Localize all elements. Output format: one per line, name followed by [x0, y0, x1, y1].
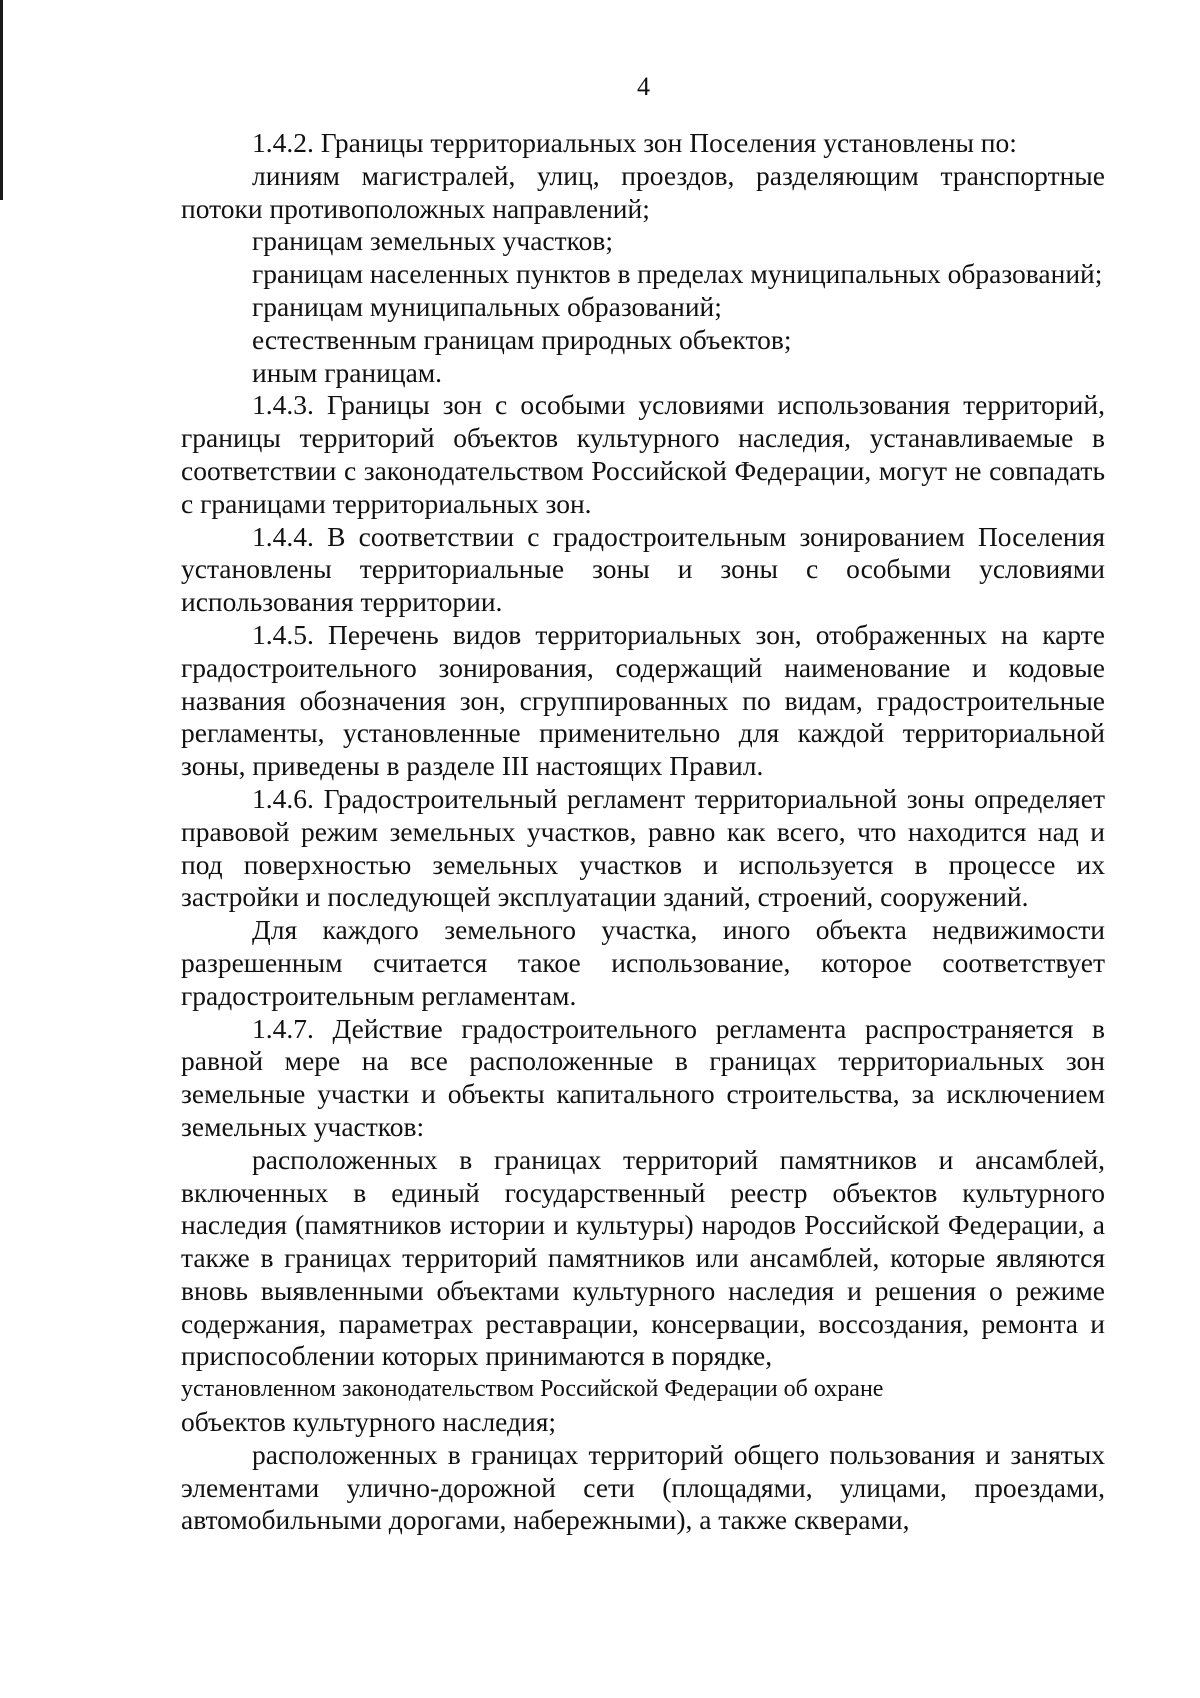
paragraph-1-4-4: 1.4.4. В соответствии с градостроительным зонированием Поселения установлены территориальные зоны и зоны с особыми условиями использования территории. — [181, 520, 1105, 618]
list-item-heritage-sites-cont: установленном законодательством Российской Федерации об охране — [181, 1376, 884, 1403]
list-item-heritage-sites-end: объектов культурного наследия; — [181, 1406, 557, 1438]
list-item-settlements: границам населенных пунктов в пределах муниципальных образований; — [252, 258, 1103, 290]
paragraph-1-4-3: 1.4.3. Границы зон с особыми условиями использования территорий, границы территорий объектов культурного наследия, устанавливаемые в соответствии с законодательством Российской Федерации, могут не совпадать с границами территориальных зон. — [181, 389, 1105, 519]
paragraph-permitted-use: Для каждого земельного участка, иного объекта недвижимости разрешенным считается такое использование, которое соответствует градостроительным регламентам. — [181, 914, 1105, 1011]
list-item-natural-objects: естественным границам природных объектов; — [252, 323, 792, 355]
list-item-municipalities: границам муниципальных образований; — [252, 290, 722, 322]
list-item-highways: линиям магистралей, улиц, проездов, разделяющим транспортные потоки противоположных направлений; — [181, 159, 1105, 224]
page-number: 4 — [637, 72, 650, 101]
list-item-land-plots: границам земельных участков; — [252, 225, 613, 257]
list-item-other: иным границам. — [252, 356, 443, 388]
list-item-public-areas: расположенных в границах территорий общего пользования и занятых элементами улично-дорожной сети (площадями, улицами, проездами, автомобильными дорогами, набережными), а также скверами, — [181, 1438, 1105, 1536]
list-item-heritage-sites: расположенных в границах территорий памятников и ансамблей, включенных в единый государственный реестр объектов культурного наследия (памятников истории и культуры) народов Российской Федерации, а также в границах территорий памятников или ансамблей, которые являются вновь выявленными объектами культурного наследия и решения о режиме содержания, параметрах реставрации, консервации, воссоздания, ремонта и приспособлении которых принимаются в порядке, — [181, 1143, 1105, 1372]
paragraph-1-4-5: 1.4.5. Перечень видов территориальных зон, отображенных на карте градостроительного зонирования, содержащий наименование и кодовые названия обозначения зон, сгруппированных по видам, градостроительные регламенты, установленные применительно для каждой территориальной зоны, приведены в разделе III настоящих Правил. — [181, 618, 1105, 782]
paragraph-1-4-2: 1.4.2. Границы территориальных зон Поселения установлены по: — [252, 127, 1017, 158]
paragraph-1-4-6: 1.4.6. Градостроительный регламент территориальной зоны определяет правовой режим земельных участков, равно как всего, что находится над и под поверхностью земельных участков и используется в процессе их застройки и последующей эксплуатации зданий, строений, сооружений. — [181, 782, 1105, 913]
paragraph-1-4-7: 1.4.7. Действие градостроительного регламента распространяется в равной мере на все расположенные в границах территориальных зон земельные участки и объекты капитального строительства, за исключением земельных участков: — [181, 1012, 1105, 1142]
document-body — [181, 127, 1105, 1537]
